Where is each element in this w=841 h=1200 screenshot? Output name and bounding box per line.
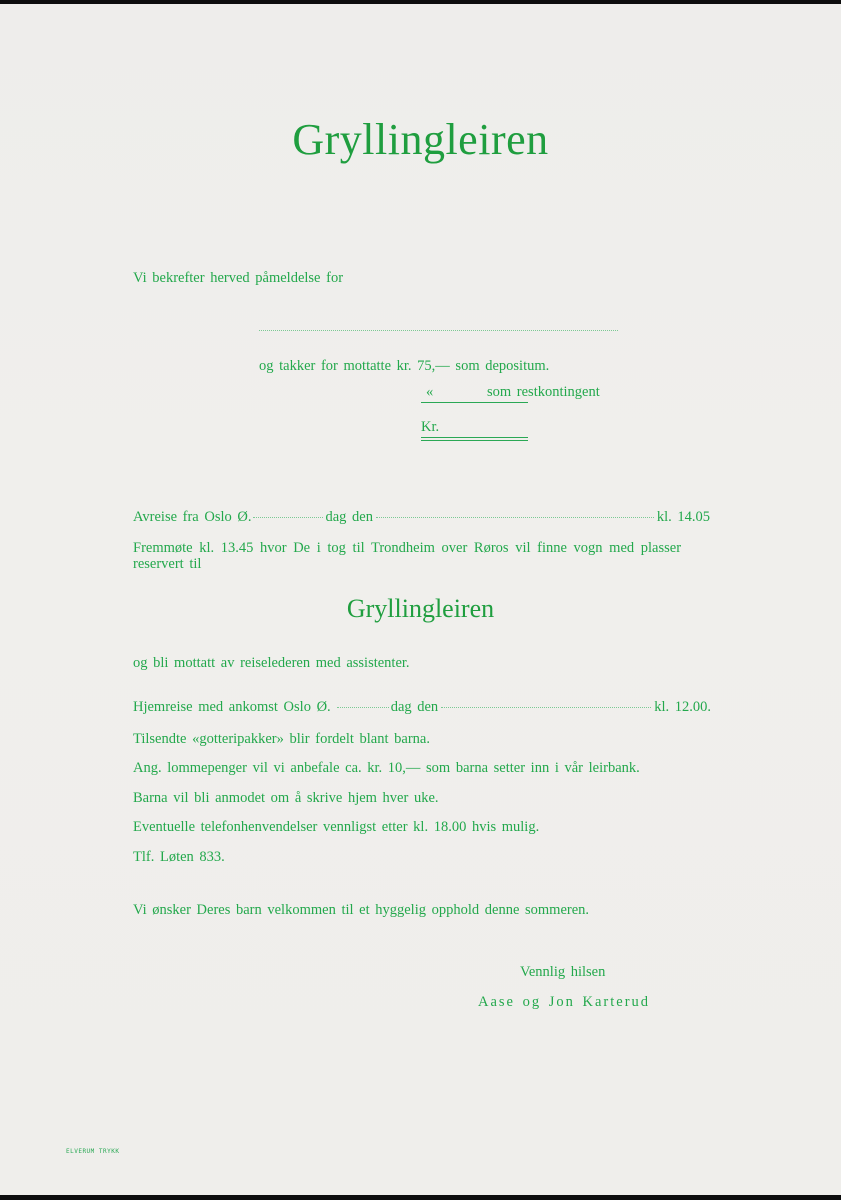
return-time: kl. 12.00. [654,699,711,715]
document-page [0,4,841,1195]
deposit-text: og takker for mottatte kr. 75,— som depositum. [259,358,550,374]
signature: Aase og Jon Karterud [478,994,651,1010]
intro-text: Vi bekrefter herved påmeldelse for [133,270,344,286]
ditto-mark: « [426,384,434,400]
closing-text: Vennlig hilsen [520,964,606,980]
departure-day-field[interactable] [253,517,323,518]
return-middle: dag den [390,699,439,715]
printer-mark: ELVERUM TRYKK [66,1148,120,1155]
departure-prefix: Avreise fra Oslo Ø. [133,509,252,525]
name-fill-line[interactable] [259,330,618,331]
meeting-line-1: Fremmøte kl. 13.45 hvor De i tog til Trondheim over Røros vil finne vogn med plasser [133,540,682,556]
departure-row [133,509,710,526]
total-double-line[interactable] [421,437,528,441]
return-day-field[interactable] [337,707,389,708]
departure-time: kl. 14.05 [656,509,710,525]
rest-label: som restkontingent [487,384,600,400]
total-label: Kr. [421,419,440,435]
info-line: Eventuelle telefonhenvendelser vennligst etter kl. 18.00 hvis mulig. [133,819,540,835]
info-line: Tilsendte «gotteripakker» blir fordelt blant barna. [133,731,430,747]
received-text: og bli mottatt av reiselederen med assistenter. [133,655,410,671]
phone-line: Tlf. Løten 833. [133,849,225,865]
document-title: Gryllingleiren [292,115,549,164]
camp-name-repeat: Gryllingleiren [346,594,495,623]
info-line: Barna vil bli anmodet om å skrive hjem hver uke. [133,790,439,806]
return-prefix: Hjemreise med ankomst Oslo Ø. [133,699,331,715]
rest-amount-line[interactable] [421,402,528,403]
departure-middle: dag den [325,509,373,525]
welcome-text: Vi ønsker Deres barn velkommen til et hyggelig opphold denne sommeren. [133,902,590,918]
departure-date-field[interactable] [376,517,654,518]
return-date-field[interactable] [441,707,651,708]
meeting-line-2: reservert til [133,556,202,572]
info-line: Ang. lommepenger vil vi anbefale ca. kr. 10,— som barna setter inn i vår leirbank. [133,760,640,776]
return-row [133,699,711,716]
